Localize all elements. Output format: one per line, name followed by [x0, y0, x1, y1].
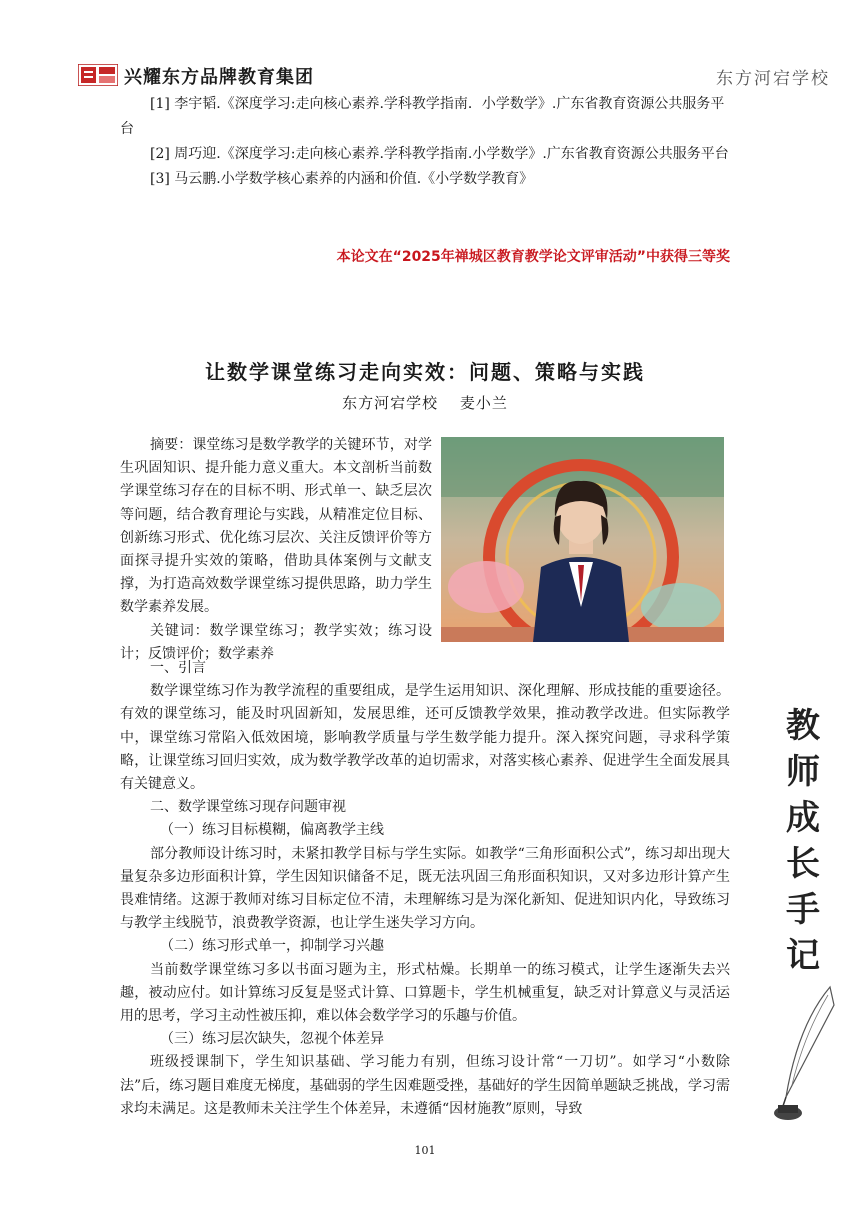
reference-item: [2] 周巧迎.《深度学习:走向核心素养.学科教学指南.小学数学》.广东省教育资源公共服务平台 — [150, 146, 729, 162]
author-photo — [441, 437, 724, 642]
quill-pen-icon — [774, 987, 834, 1120]
reference-item: [1] 李宇韬.《深度学习:走向核心素养.学科教学指南．小学数学》.广东省教育资源公共服务平台 — [120, 96, 725, 137]
subsection-heading: （一）练习目标模糊，偏离教学主线 — [160, 822, 384, 839]
calligraphy-char: 记 — [786, 936, 820, 976]
paragraph: 当前数学课堂练习多以书面习题为主，形式枯燥。长期单一的练习模式，让学生逐渐失去兴趣，被动应付。如计算练习反复是竖式计算、口算题卡，学生机械重复，缺乏对计算意义与灵活运用的思考，学习主动性被压抑，难以体会数学学习的乐趣与价值。 — [120, 961, 730, 1025]
award-note: 本论文在“2025年禅城区教育教学论文评审活动”中获得三等奖 — [336, 249, 730, 265]
keywords-text: 关键词：数学课堂练习；教学实效；练习设计；反馈评价；数学素养 — [120, 622, 432, 662]
reference-item: [3] 马云鹏.小学数学核心素养的内涵和价值.《小学数学教育》 — [150, 171, 534, 187]
paragraph: 部分教师设计练习时，未紧扣教学目标与学生实际。如教学“三角形面积公式”，练习却出现大量复杂多边形面积计算，学生因知识储备不足，既无法巩固三角形面积知识，又对多边形计算产生畏难情绪。这源于教师对练习目标定位不清，未理解练习是为深化新知、促进知识内化，导致练习与教学主线脱节，浪费教学资源，也让学生迷失学习方向。 — [120, 845, 730, 932]
author-school: 东方河宕学校 — [342, 394, 439, 412]
subsection-heading: （二）练习形式单一，抑制学习兴趣 — [160, 938, 384, 955]
abstract-block — [120, 434, 432, 666]
calligraphy-char: 长 — [786, 844, 820, 884]
page-header — [78, 62, 830, 90]
section-heading: 二、数学课堂练习现存问题审视 — [150, 799, 346, 816]
calligraphy-char: 成 — [786, 798, 820, 838]
article-body — [120, 657, 730, 1121]
header-school-name: 东方河宕学校 — [716, 69, 830, 89]
calligraphy-char: 手 — [786, 890, 820, 930]
author-name: 麦小兰 — [459, 394, 508, 412]
paragraph: 班级授课制下，学生知识基础、学习能力有别，但练习设计常“一刀切”。如学习“小数除法”后，练习题目难度无梯度，基础弱的学生因难题受挫，基础好的学生因简单题缺乏挑战，学习需求均未满足。这是教师未关注学生个体差异，未遵循“因材施教”原则，导致 — [120, 1054, 730, 1117]
calligraphy-title — [768, 705, 838, 1125]
side-decoration — [768, 705, 838, 1125]
article-title: 让数学课堂练习走向实效：问题、策略与实践 — [205, 360, 645, 384]
page-number: 101 — [414, 1144, 436, 1157]
subsection-heading: （三）练习层次缺失，忽视个体差异 — [160, 1031, 384, 1048]
abstract-text: 摘要：课堂练习是数学教学的关键环节，对学生巩固知识、提升能力意义重大。本文剖析当前数学课堂练习存在的目标不明、形式单一、缺乏层次等问题，结合教育理论与实践，从精准定位目标、创新练习形式、优化练习层次、关注反馈评价等方面探寻提升实效的策略，借助具体案例与文献支撑，为打造高效数学课堂练习提供思路，助力学生数学素养发展。 — [120, 437, 432, 616]
article-byline — [120, 392, 730, 413]
calligraphy-char: 教 — [786, 706, 820, 746]
calligraphy-char: 师 — [786, 752, 820, 792]
paragraph: 数学课堂练习作为教学流程的重要组成，是学生运用知识、深化理解、形成技能的重要途径。有效的课堂练习，能及时巩固新知，发展思维，还可反馈教学效果，推动教学改进。但实际教学中，课堂练习常陷入低效困境，影响教学质量与学生数学能力提升。深入探究问题，寻求科学策略，让课堂练习回归实效，成为数学教学改革的迫切需求，对落实核心素养、促进学生全面发展具有关键意义。 — [120, 683, 730, 793]
group-name: 兴耀东方品牌教育集团 — [124, 67, 314, 88]
reference-list — [120, 92, 730, 192]
section-heading: 一、引言 — [150, 660, 206, 676]
group-logo-icon — [78, 64, 118, 86]
